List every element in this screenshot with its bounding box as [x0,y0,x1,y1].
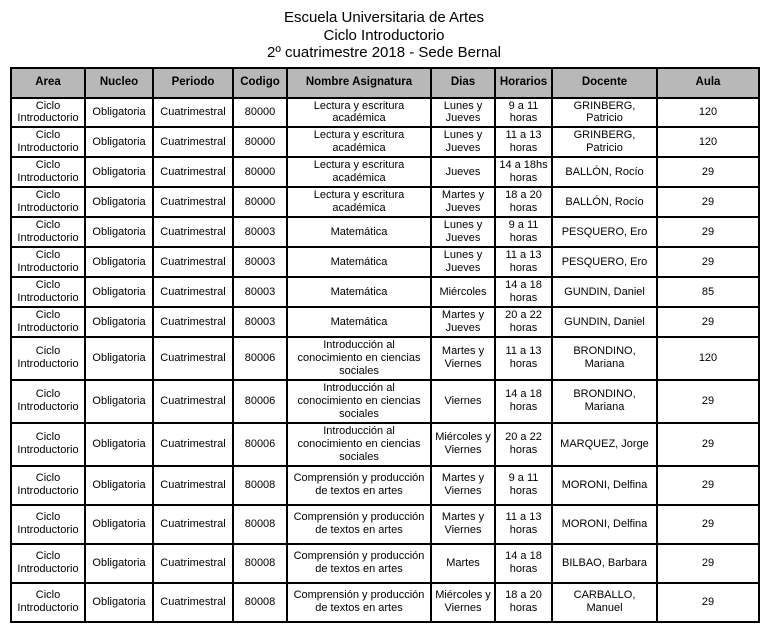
cell-aula: 29 [657,505,759,544]
cell-codigo: 80000 [233,187,287,217]
cell-nombre-asignatura: Lectura y escritura académica [287,157,431,187]
cell-horarios: 9 a 11 horas [495,217,552,247]
cell-aula: 29 [657,157,759,187]
header-row [11,68,759,98]
cell-aula: 120 [657,127,759,157]
table-row [11,423,759,466]
cell-dias: Martes y Viernes [431,337,495,380]
cell-nucleo: Obligatoria [85,583,153,622]
cell-area: Ciclo Introductorio [11,247,85,277]
cell-nombre-asignatura: Matemática [287,307,431,337]
cell-dias: Lunes y Jueves [431,247,495,277]
table-row [11,98,759,128]
cell-dias: Martes y Viernes [431,505,495,544]
cell-aula: 29 [657,466,759,505]
cell-nombre-asignatura: Introducción al conocimiento en ciencias sociales [287,380,431,423]
cell-dias: Lunes y Jueves [431,127,495,157]
cell-horarios: 14 a 18 horas [495,277,552,307]
cell-horarios: 11 a 13 horas [495,127,552,157]
cell-codigo: 80003 [233,277,287,307]
cell-docente: GUNDIN, Daniel [552,307,657,337]
cell-codigo: 80008 [233,505,287,544]
cell-dias: Miércoles y Viernes [431,583,495,622]
cell-area: Ciclo Introductorio [11,380,85,423]
cell-docente: CARBALLO, Manuel [552,583,657,622]
table-row [11,187,759,217]
cell-codigo: 80008 [233,466,287,505]
cell-dias: Martes y Jueves [431,307,495,337]
cell-periodo: Cuatrimestral [153,505,233,544]
cell-nucleo: Obligatoria [85,307,153,337]
cell-codigo: 80000 [233,127,287,157]
cell-aula: 120 [657,98,759,128]
cell-nucleo: Obligatoria [85,247,153,277]
cell-dias: Martes y Jueves [431,187,495,217]
column-header-horarios: Horarios [495,68,552,98]
cell-area: Ciclo Introductorio [11,157,85,187]
cell-nucleo: Obligatoria [85,98,153,128]
title-line-term-campus: 2º cuatrimestre 2018 - Sede Bernal [267,44,501,61]
cell-aula: 29 [657,544,759,583]
cell-docente: BALLÓN, Rocío [552,187,657,217]
column-header-periodo: Periodo [153,68,233,98]
cell-nombre-asignatura: Comprensión y producción de textos en artes [287,583,431,622]
cell-area: Ciclo Introductorio [11,583,85,622]
cell-periodo: Cuatrimestral [153,423,233,466]
cell-nombre-asignatura: Matemática [287,277,431,307]
cell-docente: MORONI, Delfina [552,505,657,544]
cell-horarios: 20 a 22 horas [495,307,552,337]
column-header-docente: Docente [552,68,657,98]
column-header-nucleo: Nucleo [85,68,153,98]
cell-codigo: 80006 [233,423,287,466]
cell-docente: BRONDINO, Mariana [552,380,657,423]
cell-docente: GUNDIN, Daniel [552,277,657,307]
cell-aula: 29 [657,583,759,622]
cell-nucleo: Obligatoria [85,380,153,423]
table-row [11,544,759,583]
cell-area: Ciclo Introductorio [11,307,85,337]
cell-periodo: Cuatrimestral [153,337,233,380]
cell-nucleo: Obligatoria [85,157,153,187]
column-header-codigo: Codigo [233,68,287,98]
cell-aula: 29 [657,307,759,337]
title-line-school: Escuela Universitaria de Artes [283,9,485,26]
cell-area: Ciclo Introductorio [11,337,85,380]
cell-area: Ciclo Introductorio [11,127,85,157]
cell-area: Ciclo Introductorio [11,187,85,217]
cell-nombre-asignatura: Introducción al conocimiento en ciencias sociales [287,337,431,380]
title-line-cycle: Ciclo Introductorio [323,26,445,44]
cell-area: Ciclo Introductorio [11,505,85,544]
cell-horarios: 11 a 13 horas [495,337,552,380]
cell-codigo: 80003 [233,217,287,247]
table-row [11,247,759,277]
cell-horarios: 20 a 22 horas [495,423,552,466]
table-row [11,505,759,544]
cell-periodo: Cuatrimestral [153,127,233,157]
cell-horarios: 9 a 11 horas [495,466,552,505]
cell-nombre-asignatura: Comprensión y producción de textos en artes [287,505,431,544]
cell-nucleo: Obligatoria [85,505,153,544]
cell-horarios: 18 a 20 horas [495,187,552,217]
table-row [11,380,759,423]
cell-periodo: Cuatrimestral [153,98,233,128]
cell-nucleo: Obligatoria [85,277,153,307]
document-title [10,9,758,62]
cell-periodo: Cuatrimestral [153,544,233,583]
cell-dias: Martes [431,544,495,583]
cell-docente: MORONI, Delfina [552,466,657,505]
cell-horarios: 18 a 20 horas [495,583,552,622]
cell-docente: PESQUERO, Ero [552,247,657,277]
cell-nucleo: Obligatoria [85,187,153,217]
cell-nombre-asignatura: Lectura y escritura académica [287,98,431,128]
cell-nombre-asignatura: Lectura y escritura académica [287,187,431,217]
table-row [11,277,759,307]
cell-nucleo: Obligatoria [85,423,153,466]
cell-area: Ciclo Introductorio [11,217,85,247]
cell-nombre-asignatura: Lectura y escritura académica [287,127,431,157]
cell-nucleo: Obligatoria [85,544,153,583]
cell-horarios: 14 a 18 horas [495,544,552,583]
cell-aula: 85 [657,277,759,307]
cell-periodo: Cuatrimestral [153,247,233,277]
cell-docente: BILBAO, Barbara [552,544,657,583]
cell-codigo: 80000 [233,157,287,187]
cell-area: Ciclo Introductorio [11,466,85,505]
cell-horarios: 14 a 18hs horas [495,157,552,187]
cell-periodo: Cuatrimestral [153,583,233,622]
cell-dias: Jueves [431,157,495,187]
table-row [11,466,759,505]
cell-dias: Martes y Viernes [431,466,495,505]
cell-dias: Viernes [431,380,495,423]
cell-nombre-asignatura: Comprensión y producción de textos en artes [287,466,431,505]
cell-codigo: 80006 [233,337,287,380]
cell-nombre-asignatura: Matemática [287,247,431,277]
cell-docente: MARQUEZ, Jorge [552,423,657,466]
cell-aula: 29 [657,423,759,466]
cell-nucleo: Obligatoria [85,127,153,157]
cell-nombre-asignatura: Matemática [287,217,431,247]
cell-periodo: Cuatrimestral [153,277,233,307]
cell-area: Ciclo Introductorio [11,277,85,307]
table-row [11,217,759,247]
cell-dias: Miércoles y Viernes [431,423,495,466]
table-body [11,98,759,622]
column-header-nombre-asignatura: Nombre Asignatura [287,68,431,98]
cell-area: Ciclo Introductorio [11,544,85,583]
column-header-area: Area [11,68,85,98]
cell-codigo: 80000 [233,98,287,128]
table-row [11,127,759,157]
column-header-aula: Aula [657,68,759,98]
cell-aula: 29 [657,217,759,247]
cell-nucleo: Obligatoria [85,217,153,247]
cell-nombre-asignatura: Introducción al conocimiento en ciencias sociales [287,423,431,466]
cell-dias: Miércoles [431,277,495,307]
document-page [10,0,758,623]
cell-periodo: Cuatrimestral [153,307,233,337]
cell-dias: Lunes y Jueves [431,217,495,247]
cell-horarios: 11 a 13 horas [495,247,552,277]
cell-area: Ciclo Introductorio [11,423,85,466]
cell-periodo: Cuatrimestral [153,187,233,217]
cell-area: Ciclo Introductorio [11,98,85,128]
table-row [11,157,759,187]
cell-docente: BRONDINO, Mariana [552,337,657,380]
cell-codigo: 80008 [233,544,287,583]
cell-periodo: Cuatrimestral [153,157,233,187]
table-header [11,68,759,98]
cell-aula: 29 [657,187,759,217]
cell-horarios: 11 a 13 horas [495,505,552,544]
cell-nombre-asignatura: Comprensión y producción de textos en artes [287,544,431,583]
cell-docente: GRINBERG, Patricio [552,98,657,128]
cell-aula: 29 [657,380,759,423]
cell-dias: Lunes y Jueves [431,98,495,128]
cell-nucleo: Obligatoria [85,337,153,380]
table-row [11,307,759,337]
cell-docente: GRINBERG, Patricio [552,127,657,157]
cell-horarios: 9 a 11 horas [495,98,552,128]
column-header-dias: Dias [431,68,495,98]
table-row [11,337,759,380]
cell-periodo: Cuatrimestral [153,217,233,247]
cell-codigo: 80003 [233,247,287,277]
cell-docente: PESQUERO, Ero [552,217,657,247]
cell-horarios: 14 a 18 horas [495,380,552,423]
cell-codigo: 80006 [233,380,287,423]
table-row [11,583,759,622]
cell-nucleo: Obligatoria [85,466,153,505]
cell-aula: 29 [657,247,759,277]
schedule-table [10,67,760,623]
cell-docente: BALLÓN, Rocío [552,157,657,187]
cell-periodo: Cuatrimestral [153,466,233,505]
cell-codigo: 80003 [233,307,287,337]
cell-periodo: Cuatrimestral [153,380,233,423]
cell-codigo: 80008 [233,583,287,622]
cell-aula: 120 [657,337,759,380]
